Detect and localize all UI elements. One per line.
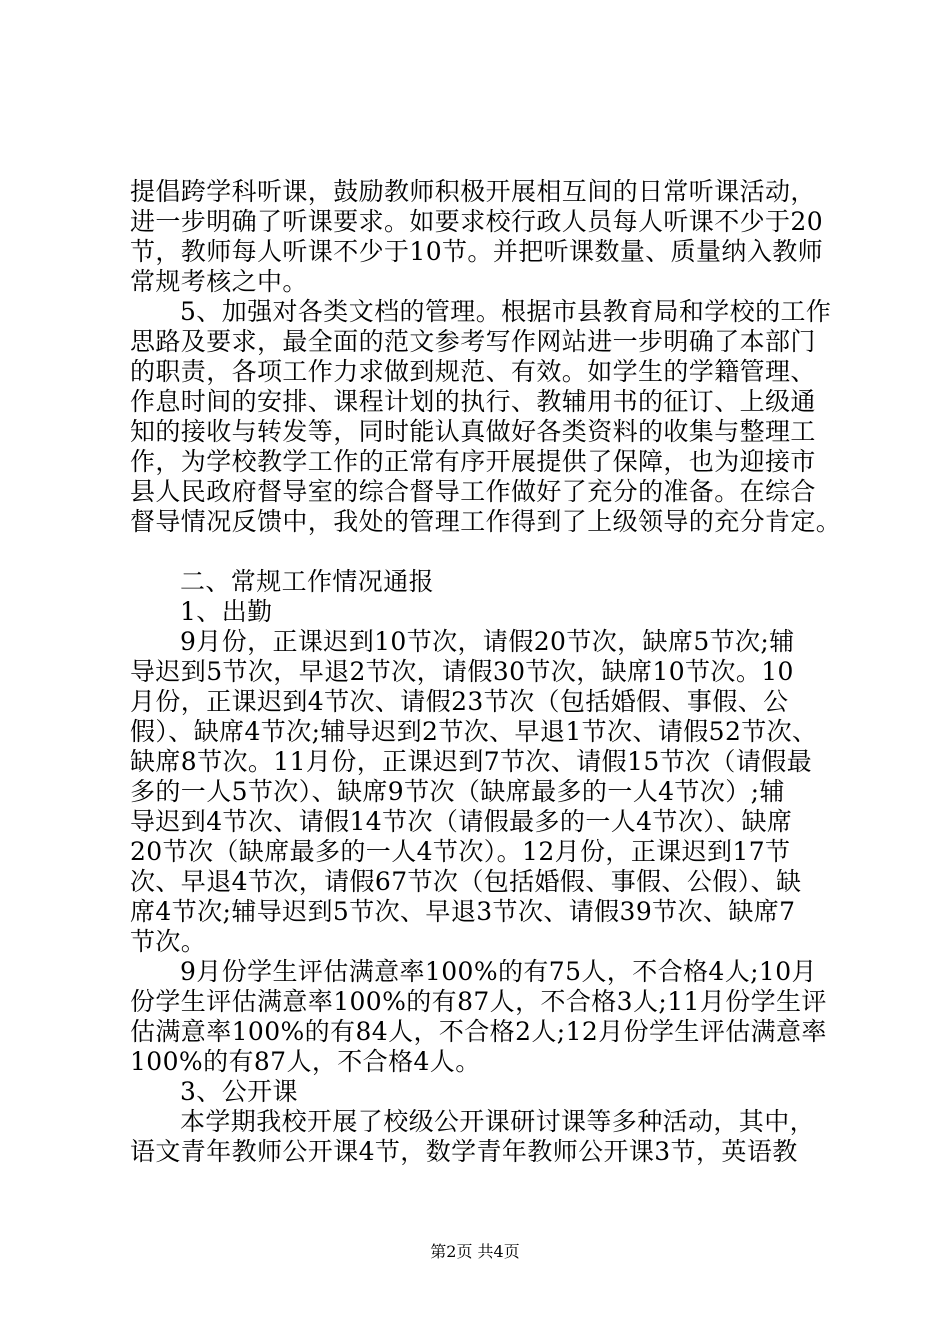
subsection-heading: 1、出勤 (180, 597, 273, 626)
text-line: 本学期我校开展了校级公开课研讨课等多种活动，其中， (180, 1107, 816, 1136)
text-line: 100%的有87人，不合格4人。 (130, 1047, 481, 1076)
text-line: 语文青年教师公开课4节，数学青年教师公开课3节，英语教 (130, 1137, 798, 1166)
text-line: 思路及要求，最全面的范文参考写作网站进一步明确了本部门 (130, 327, 816, 356)
subsection-heading: 3、公开课 (180, 1077, 298, 1106)
text-line: 知的接收与转发等，同时能认真做好各类资料的收集与整理工 (130, 417, 816, 446)
page-footer: 第2页 共4页 (430, 1242, 520, 1261)
text-line: 导迟到5节次，早退2节次，请假30节次，缺席10节次。10 (130, 657, 794, 686)
text-line: 县人民政府督导室的综合督导工作做好了充分的准备。在综合 (130, 477, 816, 506)
text-line: 9月份，正课迟到10节次，请假20节次，缺席5节次;辅 (180, 627, 795, 656)
text-line: 次、早退4节次，请假67节次（包括婚假、事假、公假）、缺 (130, 867, 802, 896)
text-line: 9月份学生评估满意率100%的有75人，不合格4人;10月 (180, 957, 817, 986)
text-line: 作息时间的安排、课程计划的执行、教辅用书的征订、上级通 (130, 387, 816, 416)
text-line: 作，为学校教学工作的正常有序开展提供了保障，也为迎接市 (130, 447, 816, 476)
text-line: 份学生评估满意率100%的有87人，不合格3人;11月份学生评 (130, 987, 827, 1016)
text-line: 导迟到4节次、请假14节次（请假最多的一人4节次）、缺席 (130, 807, 793, 836)
text-line: 席4节次;辅导迟到5节次、早退3节次、请假39节次、缺席7 (130, 897, 796, 926)
text-line: 假）、缺席4节次;辅导迟到2节次、早退1节次、请假52节次、 (130, 717, 818, 746)
text-line: 督导情况反馈中，我处的管理工作得到了上级领导的充分肯定。 (130, 507, 842, 536)
section-heading: 二、常规工作情况通报 (180, 567, 435, 596)
text-line: 节，教师每人听课不少于10节。并把听课数量、质量纳入教师 (130, 237, 824, 266)
text-line: 5、加强对各类文档的管理。根据市县教育局和学校的工作 (180, 297, 832, 326)
text-line: 节次。 (130, 927, 207, 956)
text-line: 提倡跨学科听课，鼓励教师积极开展相互间的日常听课活动， (130, 177, 816, 206)
text-line: 进一步明确了听课要求。如要求校行政人员每人听课不少于20 (130, 207, 824, 236)
text-line: 缺席8节次。11月份，正课迟到7节次、请假15节次（请假最 (130, 747, 813, 776)
text-line: 20节次（缺席最多的一人4节次）。12月份，正课迟到17节 (130, 837, 791, 866)
text-line: 多的一人5节次）、缺席9节次（缺席最多的一人4节次）;辅 (130, 777, 785, 806)
text-line: 月份，正课迟到4节次、请假23节次（包括婚假、事假、公 (130, 687, 789, 716)
text-line: 的职责，各项工作力求做到规范、有效。如学生的学籍管理、 (130, 357, 816, 386)
text-line: 常规考核之中。 (130, 267, 308, 296)
text-line: 估满意率100%的有84人，不合格2人;12月份学生评估满意率 (130, 1017, 827, 1046)
